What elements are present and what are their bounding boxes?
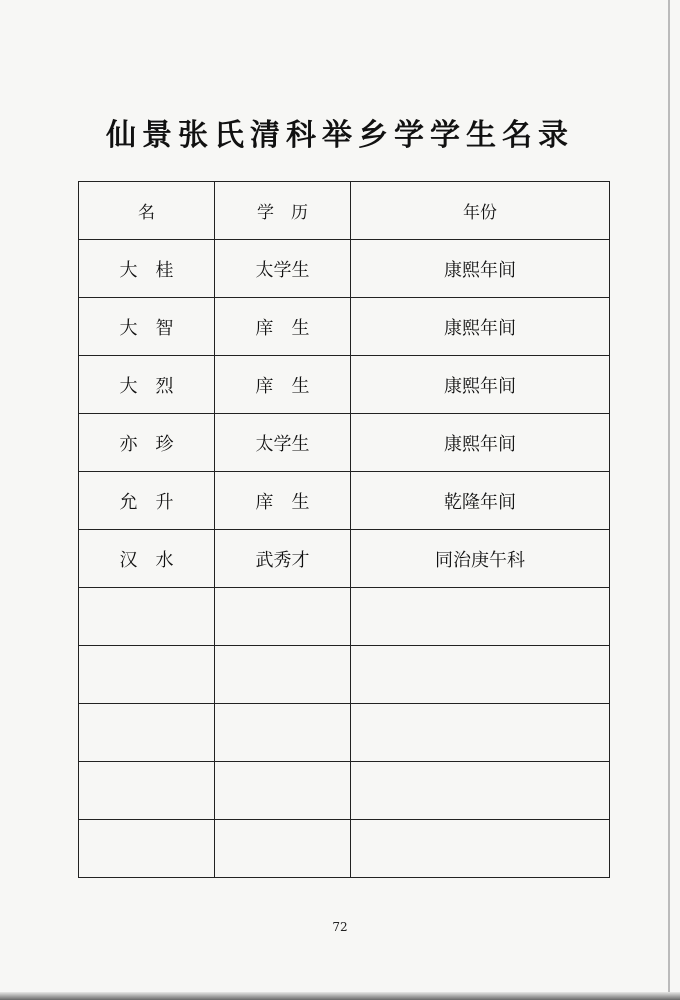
cell-year: [351, 646, 610, 704]
cell-education: [215, 704, 351, 762]
column-header-education: 学 历: [215, 182, 351, 240]
table-row-empty: [79, 762, 610, 820]
cell-year: [351, 588, 610, 646]
table-row-empty: [79, 820, 610, 878]
cell-year: 康熙年间: [351, 240, 610, 298]
table-row: [79, 530, 610, 588]
cell-education: 武秀才: [215, 530, 351, 588]
cell-name: 大 智: [79, 298, 215, 356]
cell-year: 乾隆年间: [351, 472, 610, 530]
cell-education: [215, 820, 351, 878]
cell-year: [351, 762, 610, 820]
cell-name: 大 烈: [79, 356, 215, 414]
cell-year: 同治庚午科: [351, 530, 610, 588]
cell-name: [79, 704, 215, 762]
cell-education: [215, 588, 351, 646]
cell-year: 康熙年间: [351, 356, 610, 414]
cell-education: 庠 生: [215, 356, 351, 414]
cell-year: [351, 820, 610, 878]
cell-name: 大 桂: [79, 240, 215, 298]
cell-year: 康熙年间: [351, 298, 610, 356]
table-header-row: [79, 182, 610, 240]
table-row-empty: [79, 646, 610, 704]
cell-name: 允 升: [79, 472, 215, 530]
table-row-empty: [79, 588, 610, 646]
cell-education: [215, 762, 351, 820]
page-number: 72: [332, 920, 348, 934]
table-row: [79, 414, 610, 472]
cell-year: 康熙年间: [351, 414, 610, 472]
cell-education: [215, 646, 351, 704]
cell-name: [79, 588, 215, 646]
table-row: [79, 472, 610, 530]
student-roster-table: [78, 181, 610, 878]
column-header-name: 名: [79, 182, 215, 240]
cell-name: [79, 820, 215, 878]
cell-education: 庠 生: [215, 472, 351, 530]
table-row: [79, 240, 610, 298]
cell-year: [351, 704, 610, 762]
page-title: 仙景张氏清科举乡学学生名录: [106, 118, 574, 153]
cell-name: [79, 762, 215, 820]
cell-education: 太学生: [215, 240, 351, 298]
cell-name: [79, 646, 215, 704]
cell-education: 太学生: [215, 414, 351, 472]
cell-name: 亦 珍: [79, 414, 215, 472]
table-row-empty: [79, 704, 610, 762]
table-row: [79, 298, 610, 356]
cell-education: 庠 生: [215, 298, 351, 356]
cell-name: 汉 水: [79, 530, 215, 588]
scan-bottom-edge: [0, 992, 680, 1000]
column-header-year: 年份: [351, 182, 610, 240]
table-row: [79, 356, 610, 414]
